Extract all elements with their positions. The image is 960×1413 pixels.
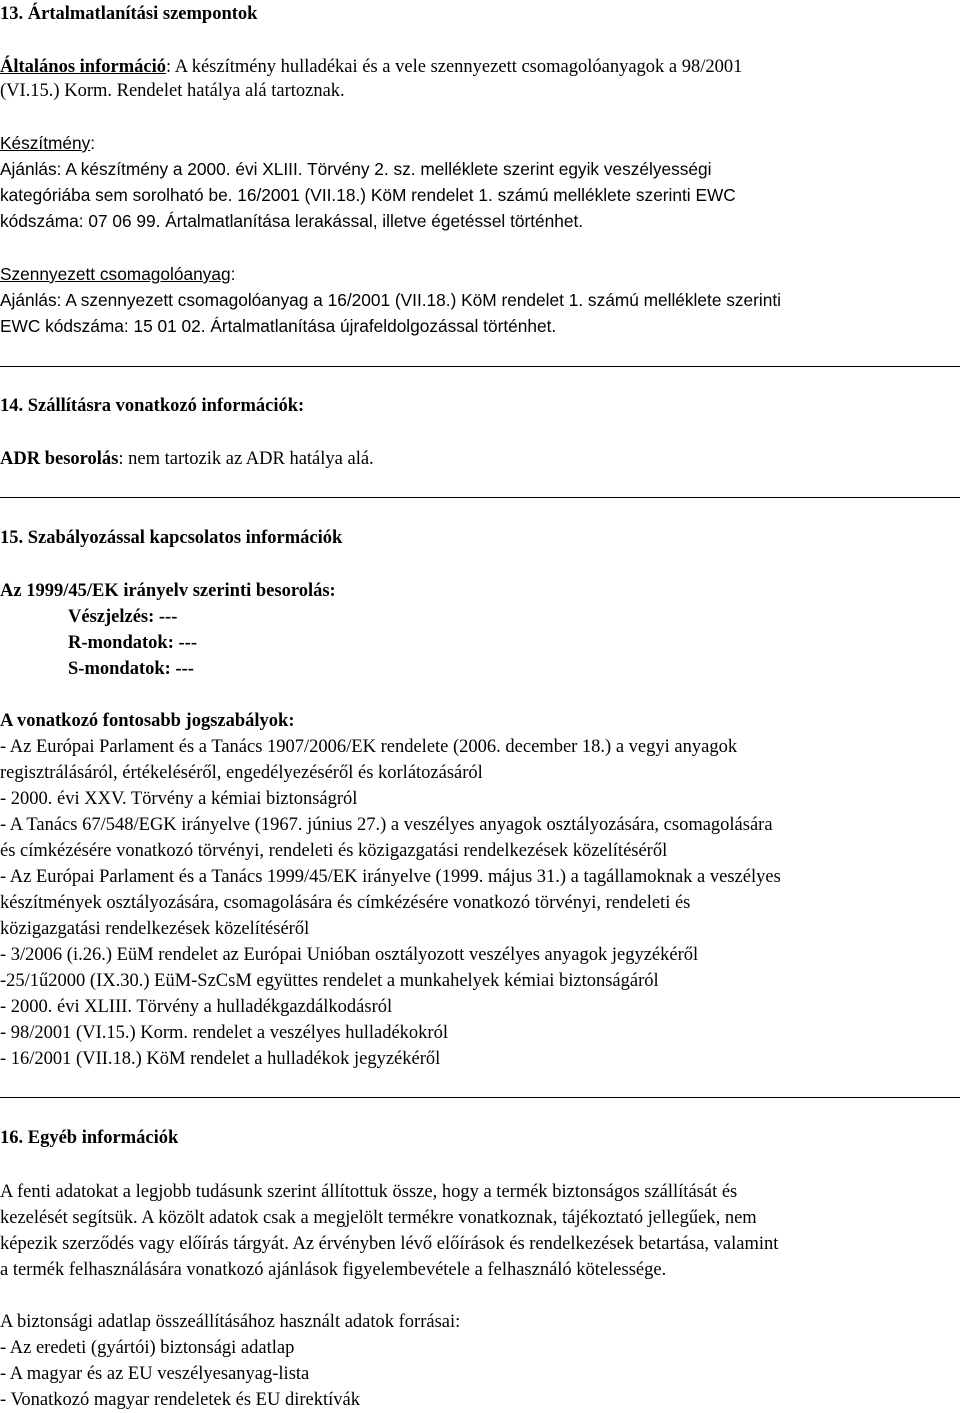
section-16-heading: 16. Egyéb információk <box>0 1128 179 1148</box>
sources-title: A biztonsági adatlap összeállításához használt adatok forrásai: <box>0 1312 461 1332</box>
law-line: - 2000. évi XLIII. Törvény a hulladékgazdálkodásról <box>0 997 393 1017</box>
packaging-heading: Szennyezett csomagolóanyag: <box>0 264 236 284</box>
divider <box>0 1097 960 1098</box>
section-14-heading: 14. Szállításra vonatkozó információk: <box>0 396 305 416</box>
packaging-label: Szennyezett csomagolóanyag <box>0 264 231 284</box>
adr-label: ADR besorolás <box>0 449 119 469</box>
law-line: - Az Európai Parlament és a Tanács 1907/2006/EK rendelete (2006. december 18.) a vegyi anyagok <box>0 737 738 757</box>
s-phrases-line: S-mondatok: --- <box>68 659 194 679</box>
disclaimer-line: A fenti adatokat a legjobb tudásunk szerint állítottuk össze, hogy a termék biztonságos szállítását és <box>0 1182 738 1202</box>
source-item: - Vonatkozó magyar rendeletek és EU direktívák <box>0 1390 360 1410</box>
general-info-text-2: (VI.15.) Korm. Rendelet hatálya alá tartoznak. <box>0 81 345 101</box>
law-line: - A Tanács 67/548/EGK irányelve (1967. június 27.) a veszélyes anyagok osztályozására, csomagolására <box>0 815 773 835</box>
preparation-text-3: kódszáma: 07 06 99. Ártalmatlanítása lerakással, illetve égetéssel történhet. <box>0 211 584 231</box>
law-line: - 2000. évi XXV. Törvény a kémiai biztonságról <box>0 789 358 809</box>
laws-title: A vonatkozó fontosabb jogszabályok: <box>0 711 295 731</box>
preparation-label: Készítmény <box>0 133 91 153</box>
divider <box>0 366 960 367</box>
packaging-text-1: Ajánlás: A szennyezett csomagolóanyag a 16/2001 (VII.18.) KöM rendelet 1. számú melléklete szerinti <box>0 290 781 310</box>
packaging-text-2: EWC kódszáma: 15 01 02. Ártalmatlanítása újrafeldolgozással történhet. <box>0 316 557 336</box>
law-line: - 98/2001 (VI.15.) Korm. rendelet a veszélyes hulladékokról <box>0 1023 448 1043</box>
law-line: és címkézésére vonatkozó törvényi, rendeleti és közigazgatási rendelkezések közelítéséről <box>0 841 668 861</box>
law-line: készítmények osztályozására, csomagolására és címkézésére vonatkozó törvényi, rendeleti és <box>0 893 691 913</box>
law-line: - 16/2001 (VII.18.) KöM rendelet a hulladékok jegyzékéről <box>0 1049 441 1069</box>
general-info-label: Általános információ <box>0 57 166 77</box>
disclaimer-line: képezik szerződés vagy előírás tárgyát. Az érvényben lévő előírások és rendelkezések betartása, valamint <box>0 1234 779 1254</box>
law-line: közigazgatási rendelkezések közelítéséről <box>0 919 310 939</box>
law-line: regisztrálásáról, értékeléséről, engedélyezéséről és korlátozásáról <box>0 763 483 783</box>
law-line: - 3/2006 (i.26.) EüM rendelet az Európai Unióban osztályozott veszélyes anyagok jegyzékéről <box>0 945 699 965</box>
danger-symbol-line: Vészjelzés: --- <box>68 607 178 627</box>
divider <box>0 497 960 498</box>
adr-line <box>0 446 374 472</box>
section-13-heading: 13. Ártalmatlanítási szempontok <box>0 4 258 24</box>
general-info-text: A készítmény hulladékai és a vele szennyezett csomagolóanyagok a 98/2001 <box>174 57 743 77</box>
disclaimer-line: kezelését segítsük. A közölt adatok csak a megjelölt termékre vonatkoznak, tájékoztató jellegűek, nem <box>0 1208 757 1228</box>
law-line: - Az Európai Parlament és a Tanács 1999/45/EK irányelve (1999. május 31.) a tagállamoknak a veszélyes <box>0 867 781 887</box>
preparation-heading: Készítmény: <box>0 133 96 153</box>
classification-title: Az 1999/45/EK irányelv szerinti besorolás: <box>0 581 336 601</box>
r-phrases-line: R-mondatok: --- <box>68 633 197 653</box>
disclaimer-line: a termék felhasználására vonatkozó ajánlások figyelembevétele a felhasználó kötelessége. <box>0 1260 667 1280</box>
source-item: - A magyar és az EU veszélyesanyag-lista <box>0 1364 310 1384</box>
source-item: - Az eredeti (gyártói) biztonsági adatlap <box>0 1338 295 1358</box>
section-15-heading: 15. Szabályozással kapcsolatos információk <box>0 528 343 548</box>
preparation-text-1: Ajánlás: A készítmény a 2000. évi XLIII. Törvény 2. sz. melléklete szerint egyik veszélyességi <box>0 159 712 179</box>
law-line: -25/1ű2000 (IX.30.) EüM-SzCsM együttes rendelet a munkahelyek kémiai biztonságáról <box>0 971 659 991</box>
adr-text: : nem tartozik az ADR hatálya alá. <box>118 449 374 469</box>
preparation-text-2: kategóriába sem sorolható be. 16/2001 (VII.18.) KöM rendelet 1. számú melléklete szerinti EWC <box>0 185 736 205</box>
general-info-line: Általános információ: A készítmény hulladékai és a vele szennyezett csomagolóanyagok a 98/2001 <box>0 57 743 77</box>
